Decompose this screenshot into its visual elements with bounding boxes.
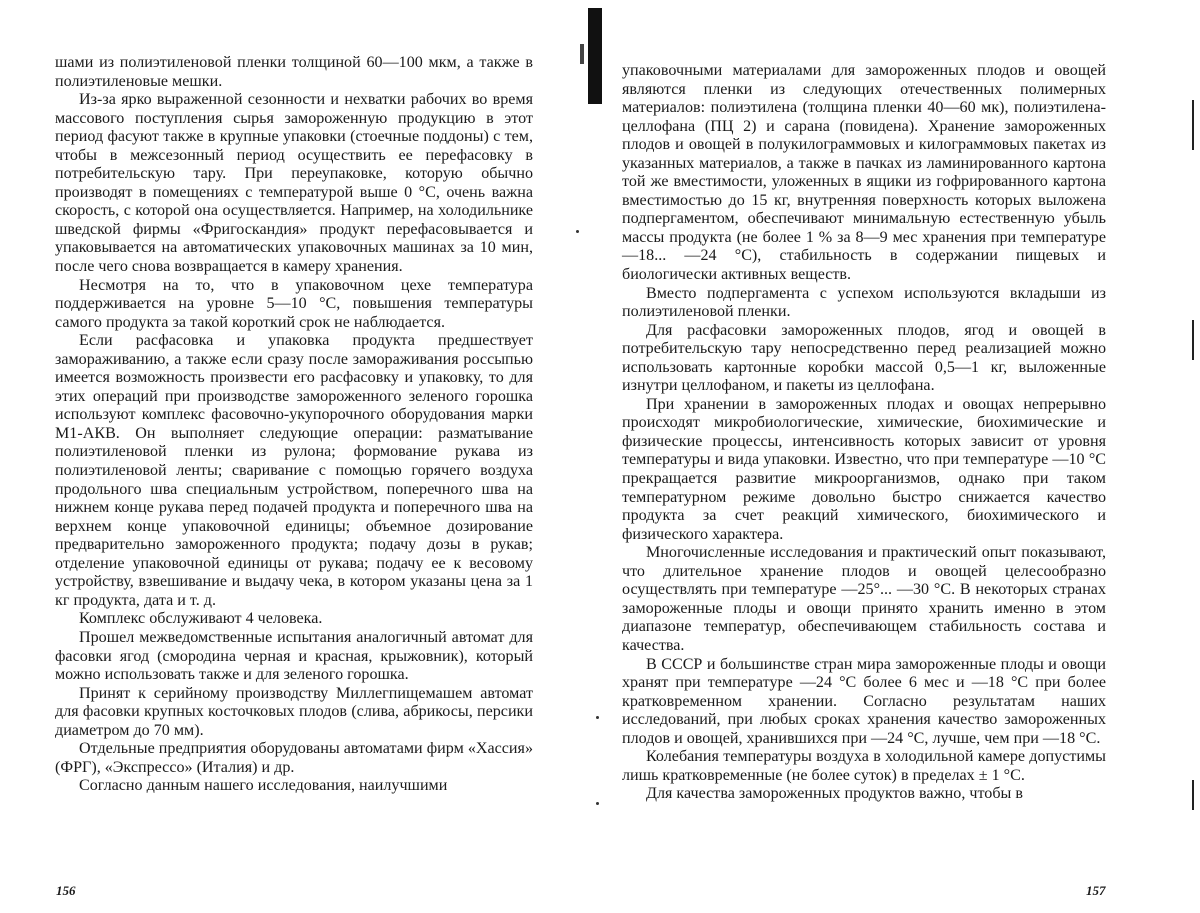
scan-edge-mark	[1192, 320, 1194, 360]
scan-speck	[596, 802, 599, 805]
paragraph: Несмотря на то, что в упаковочном цехе температура поддерживается на уровне 5—10 °С, повышения температуры самого продукта за такой короткий срок не наблюдается.	[55, 276, 533, 331]
paragraph: При хранении в замороженных плодах и овощах непрерывно происходят микробиологические, химические, биохимические и физические процессы, интенсивность которых зависит от уровня температуры и вида упаковки. Известно, что при температуре —10 °С прекращается развитие микроорганизмов, однако при таком температурном режиме довольно быстро снижается качество продукта за счет реакций химического, биохимического и физического характера.	[622, 395, 1106, 543]
left-text-column	[55, 54, 533, 796]
paragraph: Колебания температуры воздуха в холодильной камере допустимы лишь кратковременные (не более суток) в пределах ± 1 °С.	[622, 748, 1106, 784]
paragraph: упаковочными материалами для замороженных плодов и овощей являются пленки из следующих отечественных полимерных материалов: полиэтилена (толщина пленки 40—60 мк), полиэтилена-целлофана (ПЦ 2) и сарана (повидена). Хранение замороженных плодов и овощей в полукилограммовых и килограммовых пакетах из указанных материалов, а также в пачках из ламинированного картона той же вместимости, уложенных в ящики из гофрированного картона вместимостью до 15 кг, внутренняя поверхность которых выложена подпергаментом, обеспечивают минимальную естественную убыль массы продукта (не более 1 % за 8—9 мес хранения при температуре —18... —24 °С), стабильность в содержании пищевых и биологически активных веществ.	[622, 62, 1106, 284]
scan-gutter-shadow	[580, 44, 584, 64]
page-number: 157	[1086, 883, 1106, 898]
paragraph: Согласно данным нашего исследования, наилучшими	[79, 777, 448, 795]
paragraph: шами из полиэтиленовой пленки толщиной 60—100 мкм, а также в полиэтиленовые мешки.	[55, 54, 533, 90]
scan-speck	[596, 716, 599, 719]
scan-speck	[576, 230, 579, 233]
paragraph: Если расфасовка и упаковка продукта предшествует замораживанию, а также если сразу после замораживания россыпью имеется возможность произвести его расфасовку и упаковку, то для этих операций при производстве замороженного зеленого горошка используют комплекс фасовочно-укупорочного оборудования марки М1-АКВ. Он выполняет следующие операции: разматывание полиэтиленовой пленки из рулона; формование рукава из полиэтиленовой ленты; сваривание с помощью горячего воздуха продольного шва специальным устройством, поперечного шва на нижнем конце рукава перед подачей продукта и поперечного шва на верхнем конце упаковочной единицы; объемное дозирование предварительно замороженного продукта; подачу дозы в рукав; отделение упаковочной единицы от рукава; подачу ее к весовому устройству, взвешивание и выдачу чека, в котором указаны цена за 1 кг продукта, дата и т. д.	[55, 332, 533, 609]
scan-edge-mark	[1192, 100, 1194, 150]
scan-edge-mark	[1192, 780, 1194, 810]
paragraph: Для качества замороженных продуктов важно, чтобы в	[646, 785, 1023, 803]
paragraph: Принят к серийному производству Миллегпищемашем автомат для фасовки крупных косточковых плодов (слива, абрикосы, персики диаметром до 70 мм).	[55, 684, 533, 739]
paragraph: Из-за ярко выраженной сезонности и нехватки рабочих во время массового поступления сырья замороженную продукцию в этот период фасуют также в крупные упаковки (стоечные поддоны) с тем, чтобы в межсезонный период осуществить ее перефасовку в потребительскую тару. При переупаковке, которую обычно производят в помещениях с температурой выше 0 °С, очень важна скорость, с которой она осуществляется. Например, на холодильнике шведской фирмы «Фригоскандия» продукт перефасовывается и упаковывается на автоматических упаковочных машинах за 10 мин, после чего снова возвращается в камеру хранения.	[55, 91, 533, 276]
paragraph: Многочисленные исследования и практический опыт показывают, что длительное хранение плодов и овощей целесообразно осуществлять при температуре —25°... —30 °С. В некоторых странах замороженные плоды и овощи принято хранить именно в этом диапазоне температур, обеспечивающем стабильность состава и качества.	[622, 544, 1106, 654]
paragraph: Для расфасовки замороженных плодов, ягод и овощей в потребительскую тару непосредственно перед реализацией можно использовать картонные коробки массой 0,5—1 кг, выложенные изнутри целлофаном, и пакеты из целлофана.	[622, 321, 1106, 395]
page-number: 156	[56, 883, 76, 898]
right-page	[600, 0, 1200, 913]
paragraph: В СССР и большинстве стран мира замороженные плоды и овощи хранят при температуре —24 °С более 6 мес и —18 °С при более кратковременном хранении. Согласно результатам наших исследований, при любых сроках хранения качество замороженных плодов и овощей, хранившихся при —24 °С, лучше, чем при —18 °С.	[622, 655, 1106, 747]
paragraph: Вместо подпергамента с успехом используются вкладыши из полиэтиленовой пленки.	[622, 284, 1106, 321]
paragraph: Отдельные предприятия оборудованы автоматами фирм «Хассия» (ФРГ), «Экспрессо» (Италия) и др.	[55, 740, 533, 776]
right-text-column	[622, 62, 1106, 804]
paragraph: Прошел межведомственные испытания аналогичный автомат для фасовки ягод (смородина черная и красная, крыжовник), который можно использовать также и для зеленого горошка.	[55, 628, 533, 684]
paragraph: Комплекс обслуживают 4 человека.	[79, 610, 323, 628]
